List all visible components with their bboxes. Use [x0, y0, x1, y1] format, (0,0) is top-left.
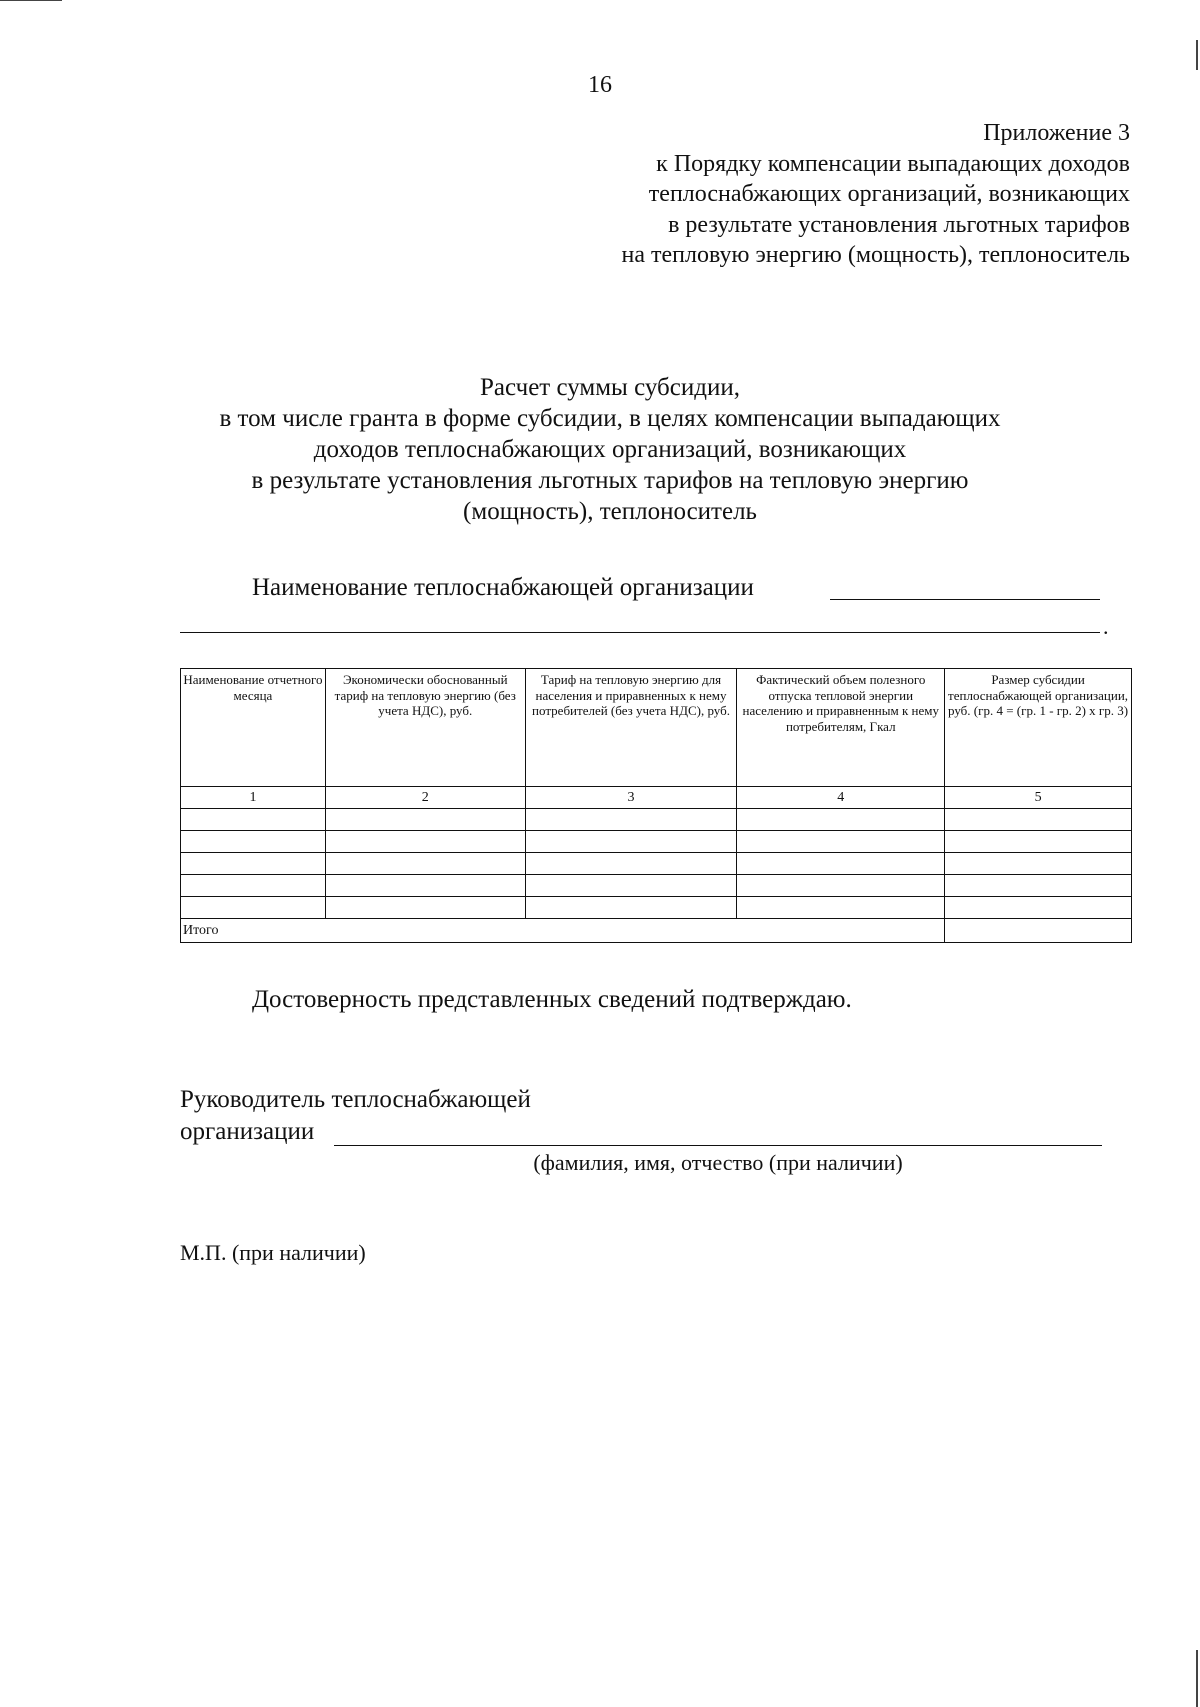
header-population-tariff: Тариф на тепловую энергию для населения и приравненных к нему потребителей (без учета НДС), руб.	[525, 669, 737, 787]
signatory-title-continued: организации	[180, 1118, 315, 1145]
title-line: доходов теплоснабжающих организаций, возникающих	[313, 436, 907, 463]
table-cell[interactable]	[737, 831, 945, 853]
table-row	[181, 875, 1132, 897]
table-cell[interactable]	[181, 897, 326, 919]
table-cell[interactable]	[325, 875, 525, 897]
table-cell[interactable]	[737, 897, 945, 919]
table-cell[interactable]	[945, 831, 1132, 853]
appendix-line: в результате установления льготных тарифов	[668, 211, 1130, 238]
table-cell[interactable]	[525, 853, 737, 875]
stamp-place: М.П. (при наличии)	[180, 1240, 366, 1265]
signature-blank[interactable]	[334, 1145, 1102, 1146]
table-cell[interactable]	[945, 853, 1132, 875]
header-actual-volume: Фактический объем полезного отпуска тепловой энергии населению и приравненным к нему потребителям, Гкал	[737, 669, 945, 787]
table-cell[interactable]	[525, 875, 737, 897]
table-cell[interactable]	[525, 831, 737, 853]
table-cell[interactable]	[325, 853, 525, 875]
total-label: Итого	[181, 919, 945, 943]
table-cell[interactable]	[181, 853, 326, 875]
header-subsidy-amount: Размер субсидии теплоснабжающей организации, руб. (гр. 4 = (гр. 1 - гр. 2) x гр. 3)	[945, 669, 1132, 787]
header-economic-tariff: Экономически обоснованный тариф на тепловую энергию (без учета НДС), руб.	[325, 669, 525, 787]
subsidy-table	[180, 668, 1132, 943]
table-row	[181, 831, 1132, 853]
table-cell[interactable]	[737, 853, 945, 875]
table-cell[interactable]	[325, 831, 525, 853]
table-row	[181, 809, 1132, 831]
table-cell[interactable]	[525, 809, 737, 831]
table-cell[interactable]	[945, 897, 1132, 919]
column-number-row	[181, 787, 1132, 809]
table-cell[interactable]	[325, 897, 525, 919]
scan-edge-mark	[1196, 1650, 1198, 1707]
document-title	[180, 372, 1040, 527]
table-cell[interactable]	[325, 809, 525, 831]
page-number: 16	[588, 72, 612, 98]
column-number: 3	[525, 787, 737, 809]
appendix-line: теплоснабжающих организаций, возникающих	[648, 181, 1130, 207]
table-row	[181, 897, 1132, 919]
table-cell[interactable]	[525, 897, 737, 919]
table-cell[interactable]	[945, 875, 1132, 897]
scan-edge-line	[0, 0, 62, 1]
signature-hint: (фамилия, имя, отчество (при наличии)	[533, 1150, 903, 1175]
appendix-line: Приложение 3	[983, 120, 1130, 146]
table-cell[interactable]	[181, 831, 326, 853]
column-number: 4	[737, 787, 945, 809]
column-number: 1	[181, 787, 326, 809]
org-name-blank-continued[interactable]	[180, 632, 1100, 633]
org-line-end: .	[1103, 614, 1109, 639]
org-name-label: Наименование теплоснабжающей организации	[252, 574, 754, 601]
column-number: 2	[325, 787, 525, 809]
signatory-title: Руководитель теплоснабжающей	[180, 1086, 531, 1113]
table-cell[interactable]	[737, 875, 945, 897]
appendix-header	[430, 118, 1130, 271]
title-line: в том числе гранта в форме субсидии, в целях компенсации выпадающих	[219, 405, 1001, 432]
total-row	[181, 919, 1132, 943]
table-cell[interactable]	[945, 809, 1132, 831]
scan-edge-mark	[1196, 40, 1198, 70]
total-value-cell[interactable]	[945, 919, 1132, 943]
table-header-row	[181, 669, 1132, 787]
appendix-line: к Порядку компенсации выпадающих доходов	[656, 150, 1130, 177]
appendix-line: на тепловую энергию (мощность), теплоноситель	[621, 242, 1130, 268]
confirmation-statement: Достоверность представленных сведений подтверждаю.	[252, 986, 852, 1013]
table-cell[interactable]	[181, 875, 326, 897]
title-line: Расчет суммы субсидии,	[480, 374, 740, 401]
table-cell[interactable]	[181, 809, 326, 831]
title-line: в результате установления льготных тарифов на тепловую энергию	[251, 467, 969, 494]
table-cell[interactable]	[737, 809, 945, 831]
column-number: 5	[945, 787, 1132, 809]
org-name-blank[interactable]	[830, 599, 1100, 600]
header-month: Наименование отчетного месяца	[181, 669, 326, 787]
table-row	[181, 853, 1132, 875]
title-line: (мощность), теплоноситель	[463, 498, 757, 525]
